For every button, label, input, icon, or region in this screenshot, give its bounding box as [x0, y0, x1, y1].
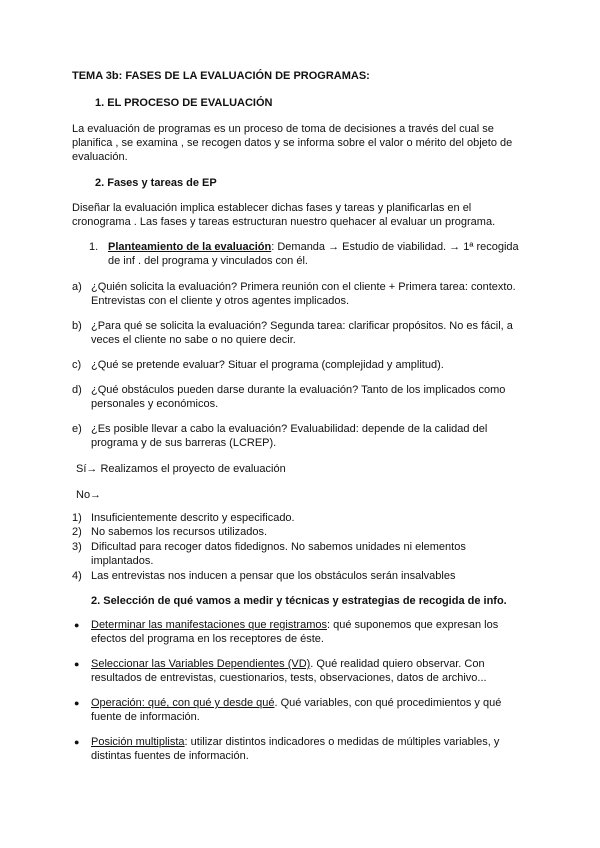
section-1-para-line-3: evaluación.: [72, 151, 128, 163]
bullet-rest: : qué suponemos que expresan los: [327, 619, 499, 631]
bullet-term: Seleccionar las Variables Dependientes (VD): [91, 658, 311, 670]
list-item-text: ¿Para qué se solicita la evaluación? Segunda tarea: clarificar propósitos. No es fácil, a: [91, 320, 513, 332]
bullet-rest: . Qué variables, con qué procedimientos y qué: [274, 697, 502, 709]
bullet-icon: ●: [74, 737, 80, 747]
bullet-line-2: resultados de entrevistas, cuestionarios, tests, observaciones, datos de archivo...: [91, 672, 487, 684]
list-marker: e): [72, 423, 82, 435]
list-marker: 4): [72, 570, 82, 582]
list-marker: 1): [72, 512, 82, 524]
list-item-text: personales y económicos.: [91, 398, 219, 410]
list-item-text: ¿Qué se pretende evaluar? Situar el programa (complejidad y amplitud).: [91, 359, 444, 371]
fase-1-rest: : Demanda → Estudio de viabilidad. → 1ª recogida: [271, 241, 519, 253]
list-item-text: Las entrevistas nos inducen a pensar que los obstáculos serán insalvables: [91, 570, 456, 582]
list-item-text: implantados.: [91, 555, 154, 567]
bullet-rest: . Qué realidad quiero observar. Con: [310, 658, 485, 670]
list-marker: c): [72, 359, 82, 371]
bullet-icon: ●: [74, 620, 80, 630]
list-marker: 3): [72, 541, 82, 553]
list-marker: a): [72, 281, 82, 293]
section-2-para-line-2: cronograma . Las fases y tareas estructuran nuestro quehacer al evaluar un programa.: [72, 216, 496, 228]
list-item-text: ¿Es posible llevar a cabo la evaluación? Evaluabilidad: depende de la calidad del: [91, 423, 488, 435]
list-item-text: Dificultad para recoger datos fidedignos. No sabemos unidades ni elementos: [91, 541, 466, 553]
bullet-icon: ●: [74, 698, 80, 708]
bullet-line-2: efectos del programa en los receptores de éste.: [91, 633, 324, 645]
section-1-para-line-1: La evaluación de programas es un proceso de toma de decisiones a través del cual se: [72, 123, 494, 135]
list-item-text: Entrevistas con el cliente y otros agentes implicados.: [91, 295, 350, 307]
fase-1-term: Planteamiento de la evaluación: [108, 241, 272, 253]
section-2-heading: 2. Fases y tareas de EP: [95, 177, 217, 189]
list-marker: b): [72, 320, 82, 332]
bullet-term: Posición multiplista: [91, 736, 185, 748]
section-1-heading: 1. EL PROCESO DE EVALUACIÓN: [95, 97, 273, 109]
list-item-text: ¿Qué obstáculos pueden darse durante la evaluación? Tanto de los implicados como: [91, 384, 506, 396]
section-2-para-line-1: Diseñar la evaluación implica establecer dichas fases y tareas y planificarlas en el: [72, 202, 472, 214]
bullet-term: Determinar las manifestaciones que registramos: [91, 619, 327, 631]
fase-1-number: 1.: [89, 241, 99, 253]
bullet-rest: : utilizar distintos indicadores o medidas de múltiples variables, y: [184, 736, 500, 748]
bullet-term: Operación: qué, con qué y desde qué: [91, 697, 275, 709]
si-line: Sí→ Realizamos el proyecto de evaluación: [76, 463, 286, 475]
list-item-text: No sabemos los recursos utilizados.: [91, 526, 268, 538]
document-title: TEMA 3b: FASES DE LA EVALUACIÓN DE PROGRAMAS:: [72, 70, 370, 82]
list-item-text: programa y de sus barreras (LCREP).: [91, 437, 277, 449]
list-item-text: veces el cliente no sabe o no quiere decir.: [91, 334, 296, 346]
section-1-para-line-2: planifica , se examina , se recogen datos y se informa sobre el valor o mérito del objeto de: [72, 137, 513, 149]
list-marker: 2): [72, 526, 82, 538]
bullet-line-2: fuente de información.: [91, 711, 200, 723]
fase-1-line-2: de inf . del programa y vinculados con él.: [108, 255, 308, 267]
bullet-line-2: distintas fuentes de información.: [91, 750, 249, 762]
list-item-text: ¿Quién solicita la evaluación? Primera reunión con el cliente + Primera tarea: contexto.: [91, 281, 516, 293]
list-item-text: Insuficientemente descrito y especificado.: [91, 512, 295, 524]
list-marker: d): [72, 384, 82, 396]
no-line: No→: [76, 489, 102, 501]
fase-2-heading: 2. Selección de qué vamos a medir y técnicas y estrategias de recogida de info.: [91, 595, 507, 607]
bullet-icon: ●: [74, 659, 80, 669]
